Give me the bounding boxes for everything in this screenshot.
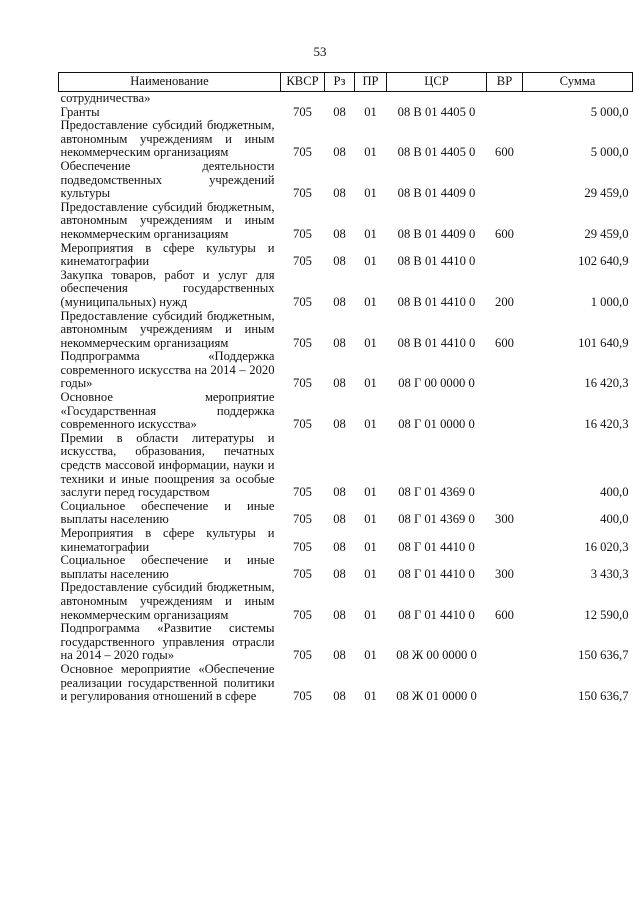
row-pr: 01	[364, 376, 377, 391]
row-rz: 08	[333, 485, 346, 500]
row-kvsr: 705	[293, 104, 312, 119]
row-vr: 600	[495, 145, 514, 160]
row-pr	[355, 92, 387, 106]
row-csr: 08 Г 00 0000 0	[398, 376, 475, 391]
table-row	[59, 500, 633, 527]
row-name: Подпрограмма «Поддержка современного искусства на 2014 – 2020 годы»	[60, 349, 275, 391]
row-sum: 400,0	[600, 512, 629, 527]
row-pr: 01	[364, 566, 377, 581]
row-name: Подпрограмма «Развитие системы государственного управления отрасли на 2014 – 2020 годы»	[60, 621, 275, 663]
table-row	[59, 527, 633, 554]
row-kvsr	[281, 92, 325, 106]
page-number: 53	[313, 44, 327, 59]
row-sum: 16 020,3	[584, 539, 629, 554]
row-vr	[487, 391, 523, 432]
row-csr: 08 В 01 4405 0	[397, 145, 476, 160]
row-csr	[387, 92, 487, 106]
row-kvsr: 705	[293, 417, 312, 432]
table-row	[59, 663, 633, 704]
row-rz: 08	[333, 607, 346, 622]
row-pr: 01	[364, 186, 377, 201]
row-kvsr: 705	[293, 566, 312, 581]
row-kvsr: 705	[293, 226, 312, 241]
table-header-row	[59, 73, 633, 92]
row-sum: 29 459,0	[584, 226, 629, 241]
header-name: Наименование	[59, 73, 281, 92]
row-kvsr: 705	[293, 539, 312, 554]
row-vr	[487, 106, 523, 120]
row-csr: 08 В 01 4409 0	[397, 186, 476, 201]
row-name: Предоставление субсидий бюджетным, автономным учреждениям и иным некоммерческим организациям	[60, 199, 275, 241]
row-csr: 08 Г 01 4410 0	[398, 607, 475, 622]
table-row	[59, 310, 633, 351]
row-rz: 08	[333, 417, 346, 432]
row-sum: 101 640,9	[578, 335, 629, 350]
row-name: Социальное обеспечение и иные выплаты населению	[60, 498, 275, 527]
row-name: Основное мероприятие «Обеспечение реализации государственной политики и регулирования отношений в сфере	[60, 661, 275, 704]
row-pr: 01	[364, 294, 377, 309]
row-kvsr: 705	[293, 186, 312, 201]
row-rz: 08	[333, 226, 346, 241]
row-vr: 600	[495, 226, 514, 241]
row-vr: 200	[495, 294, 514, 309]
row-csr: 08 В 01 4405 0	[397, 104, 476, 119]
row-sum: 29 459,0	[584, 186, 629, 201]
row-vr	[487, 350, 523, 391]
table-row	[59, 622, 633, 663]
row-rz: 08	[333, 566, 346, 581]
row-rz: 08	[333, 335, 346, 350]
row-pr: 01	[364, 226, 377, 241]
row-kvsr: 705	[293, 335, 312, 350]
row-name: Закупка товаров, работ и услуг для обеспечения государственных (муниципальных) нужд	[60, 267, 275, 309]
row-csr: 08 Г 01 4410 0	[398, 539, 475, 554]
row-sum: 102 640,9	[578, 254, 629, 269]
row-pr: 01	[364, 512, 377, 527]
row-vr	[487, 160, 523, 201]
row-vr	[487, 527, 523, 554]
row-csr: 08 Г 01 4369 0	[398, 485, 475, 500]
row-sum: 16 420,3	[584, 376, 629, 391]
row-csr: 08 В 01 4409 0	[397, 226, 476, 241]
row-name: Социальное обеспечение и иные выплаты населению	[60, 553, 275, 581]
row-rz: 08	[333, 376, 346, 391]
row-csr: 08 В 01 4410 0	[397, 254, 476, 269]
row-csr: 08 В 01 4410 0	[397, 294, 476, 309]
row-rz: 08	[333, 294, 346, 309]
row-sum	[523, 92, 633, 106]
row-name: Мероприятия в сфере культуры и кинематографии	[60, 526, 275, 554]
table-row	[59, 106, 633, 120]
row-csr: 08 Г 01 4410 0	[398, 566, 475, 581]
row-pr: 01	[364, 689, 377, 704]
header-rz: Рз	[325, 73, 355, 92]
row-sum: 12 590,0	[584, 607, 629, 622]
row-kvsr: 705	[293, 485, 312, 500]
row-rz: 08	[333, 539, 346, 554]
row-sum: 400,0	[600, 485, 629, 500]
row-csr: 08 Ж 00 0000 0	[396, 648, 477, 663]
table-row	[59, 119, 633, 160]
table-row	[59, 350, 633, 391]
table-row	[59, 92, 633, 106]
row-name: Предоставление субсидий бюджетным, автономным учреждениям и иным некоммерческим организациям	[60, 580, 275, 622]
row-name: Предоставление субсидий бюджетным, автономным учреждениям и иным некоммерческим организациям	[60, 308, 275, 350]
header-vr: ВР	[487, 73, 523, 92]
row-rz: 08	[333, 254, 346, 269]
header-sum: Сумма	[523, 73, 633, 92]
row-rz	[325, 92, 355, 106]
row-csr: 08 Г 01 4369 0	[398, 512, 475, 527]
table-row	[59, 269, 633, 310]
row-pr: 01	[364, 485, 377, 500]
row-csr: 08 В 01 4410 0	[397, 335, 476, 350]
row-rz: 08	[333, 145, 346, 160]
row-kvsr: 705	[293, 648, 312, 663]
row-vr	[487, 663, 523, 704]
row-name: Гранты	[60, 104, 100, 119]
row-vr: 300	[495, 512, 514, 527]
row-kvsr: 705	[293, 512, 312, 527]
row-vr: 600	[495, 335, 514, 350]
table-row	[59, 432, 633, 500]
table-row	[59, 160, 633, 201]
row-vr	[487, 622, 523, 663]
row-rz: 08	[333, 186, 346, 201]
row-rz: 08	[333, 104, 346, 119]
table-row	[59, 554, 633, 581]
row-rz: 08	[333, 648, 346, 663]
row-pr: 01	[364, 145, 377, 160]
row-sum: 3 430,3	[590, 566, 629, 581]
row-kvsr: 705	[293, 254, 312, 269]
row-pr: 01	[364, 648, 377, 663]
header-csr: ЦСР	[387, 73, 487, 92]
budget-table	[58, 72, 633, 704]
table-row	[59, 391, 633, 432]
row-kvsr: 705	[293, 294, 312, 309]
row-sum: 16 420,3	[584, 417, 629, 432]
row-vr	[487, 432, 523, 500]
row-vr: 300	[495, 566, 514, 581]
row-kvsr: 705	[293, 607, 312, 622]
row-sum: 150 636,7	[578, 648, 629, 663]
row-pr: 01	[364, 104, 377, 119]
row-name: Предоставление субсидий бюджетным, автономным учреждениям и иным некоммерческим организациям	[60, 118, 275, 160]
row-pr: 01	[364, 254, 377, 269]
table-row	[59, 201, 633, 242]
row-rz: 08	[333, 689, 346, 704]
row-name: Премии в области литературы и искусства, образования, печатных средств массовой информации, науки и техники и иные поощрения за особые заслуги перед государством	[60, 430, 275, 500]
row-pr: 01	[364, 607, 377, 622]
row-pr: 01	[364, 335, 377, 350]
row-pr: 01	[364, 417, 377, 432]
row-csr: 08 Ж 01 0000 0	[396, 689, 477, 704]
row-kvsr: 705	[293, 376, 312, 391]
header-pr: ПР	[355, 73, 387, 92]
table-row	[59, 581, 633, 622]
row-pr: 01	[364, 539, 377, 554]
row-name: Основное мероприятие «Государственная поддержка современного искусства»	[60, 390, 275, 432]
table-row	[59, 242, 633, 269]
row-sum: 5 000,0	[590, 145, 629, 160]
row-kvsr: 705	[293, 689, 312, 704]
row-kvsr: 705	[293, 145, 312, 160]
row-csr: 08 Г 01 0000 0	[398, 417, 475, 432]
row-sum: 150 636,7	[578, 689, 629, 704]
row-vr: 600	[495, 607, 514, 622]
row-sum: 1 000,0	[590, 294, 629, 309]
row-rz: 08	[333, 512, 346, 527]
row-vr	[487, 92, 523, 106]
header-kvsr: КВСР	[281, 73, 325, 92]
row-name: Мероприятия в сфере культуры и кинематографии	[60, 240, 275, 269]
row-name: сотрудничества»	[60, 91, 151, 105]
row-sum: 5 000,0	[590, 104, 629, 119]
row-vr	[487, 242, 523, 269]
table-body	[59, 92, 633, 704]
row-name: Обеспечение деятельности подведомственных учреждений культуры	[60, 158, 275, 201]
